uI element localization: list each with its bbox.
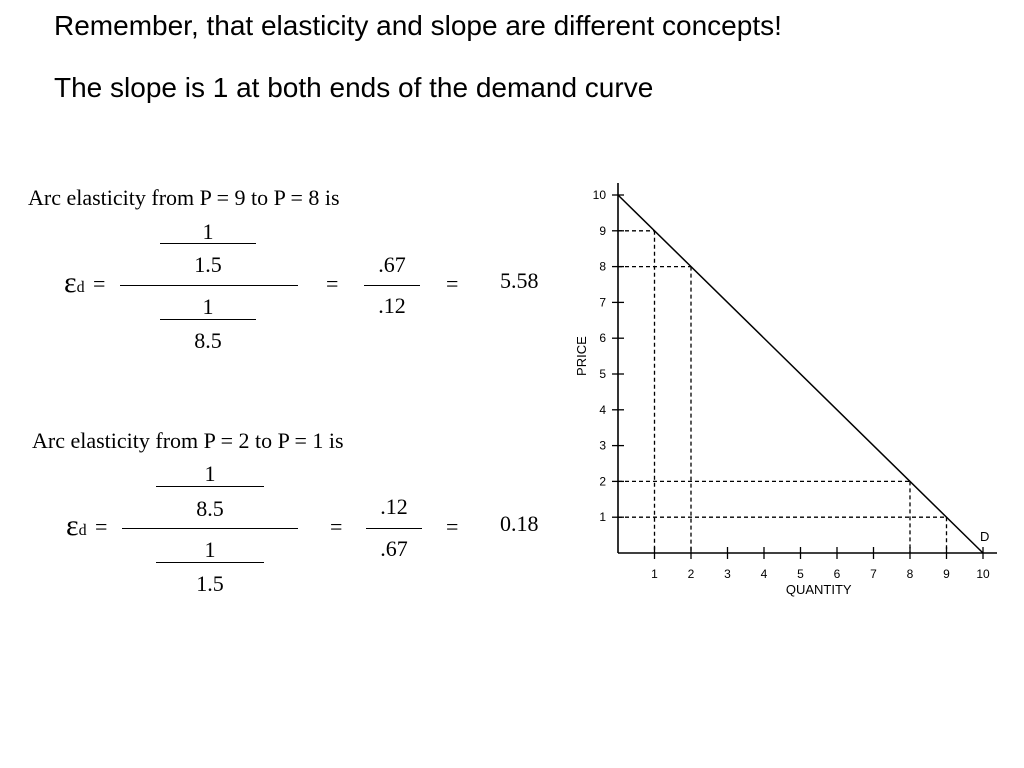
x-tick-label: 1 (651, 567, 658, 581)
dashed-guides-group (618, 231, 947, 553)
example-1-bottom-denominator: 8.5 (194, 328, 222, 353)
y-tick-label: 1 (599, 510, 606, 525)
example-2-result: 0.18 (500, 511, 539, 536)
example-1-top-numerator: 1 (202, 219, 214, 244)
x-axis-title: QUANTITY (785, 582, 852, 597)
example-2-middle-numerator: .12 (380, 494, 408, 519)
example-2-bottom-numerator: 1 (204, 537, 216, 562)
example-2-equals-1: = (95, 514, 108, 539)
example-2-bottom-denominator: 1.5 (196, 571, 224, 596)
example-1-epsilon-symbol: εd (64, 266, 85, 299)
x-tick-label: 5 (797, 567, 804, 581)
y-tick-label: 8 (599, 259, 606, 274)
y-tick-label: 9 (599, 223, 606, 238)
heading-line-1: Remember, that elasticity and slope are different concepts! (54, 10, 782, 41)
x-tick-label: 3 (724, 567, 731, 581)
example-2-top-numerator: 1 (204, 461, 216, 486)
example-2-caption: Arc elasticity from P = 2 to P = 1 is (32, 428, 344, 453)
y-tick-label: 7 (599, 295, 606, 310)
y-tick-label: 4 (599, 402, 606, 417)
heading-line-2: The slope is 1 at both ends of the demand curve (54, 72, 654, 103)
example-1-equals-3: = (446, 271, 459, 296)
x-tick-label: 7 (870, 567, 877, 581)
example-1-middle-numerator: .67 (378, 252, 406, 277)
y-tick-label: 2 (599, 474, 606, 489)
example-2-equals-2: = (330, 514, 343, 539)
demand-curve-line (618, 195, 983, 553)
example-1-equals-2: = (326, 271, 339, 296)
x-tick-label: 9 (943, 567, 950, 581)
example-2-equals-3: = (446, 514, 459, 539)
example-1-result: 5.58 (500, 268, 539, 293)
example-1-middle-denominator: .12 (378, 293, 406, 318)
x-tick-label: 2 (687, 567, 695, 581)
x-tick-label: 6 (833, 567, 841, 581)
example-2-epsilon-symbol: εd (66, 509, 87, 542)
x-tick-label: 10 (976, 567, 990, 581)
y-tick-label: 5 (599, 367, 606, 381)
chart-ticks-group (593, 188, 990, 581)
example-1-bottom-numerator: 1 (202, 294, 214, 319)
demand-curve-label: D (980, 529, 990, 544)
chart-axes-group (618, 183, 997, 553)
y-tick-label: 3 (599, 438, 606, 453)
example-2-middle-denominator: .67 (380, 536, 408, 561)
chart-series-group (618, 195, 983, 553)
example-1-caption: Arc elasticity from P = 9 to P = 8 is (28, 185, 340, 210)
example-1-equals-1: = (93, 271, 106, 296)
y-tick-label: 10 (592, 188, 606, 202)
example-2-top-denominator: 8.5 (196, 496, 224, 521)
example-1-top-denominator: 1.5 (194, 252, 222, 277)
y-axis-title: PRICE (574, 336, 589, 376)
x-tick-label: 4 (760, 567, 768, 581)
x-tick-label: 8 (906, 567, 914, 581)
y-tick-label: 6 (599, 331, 606, 346)
chart-labels-group (574, 336, 989, 597)
